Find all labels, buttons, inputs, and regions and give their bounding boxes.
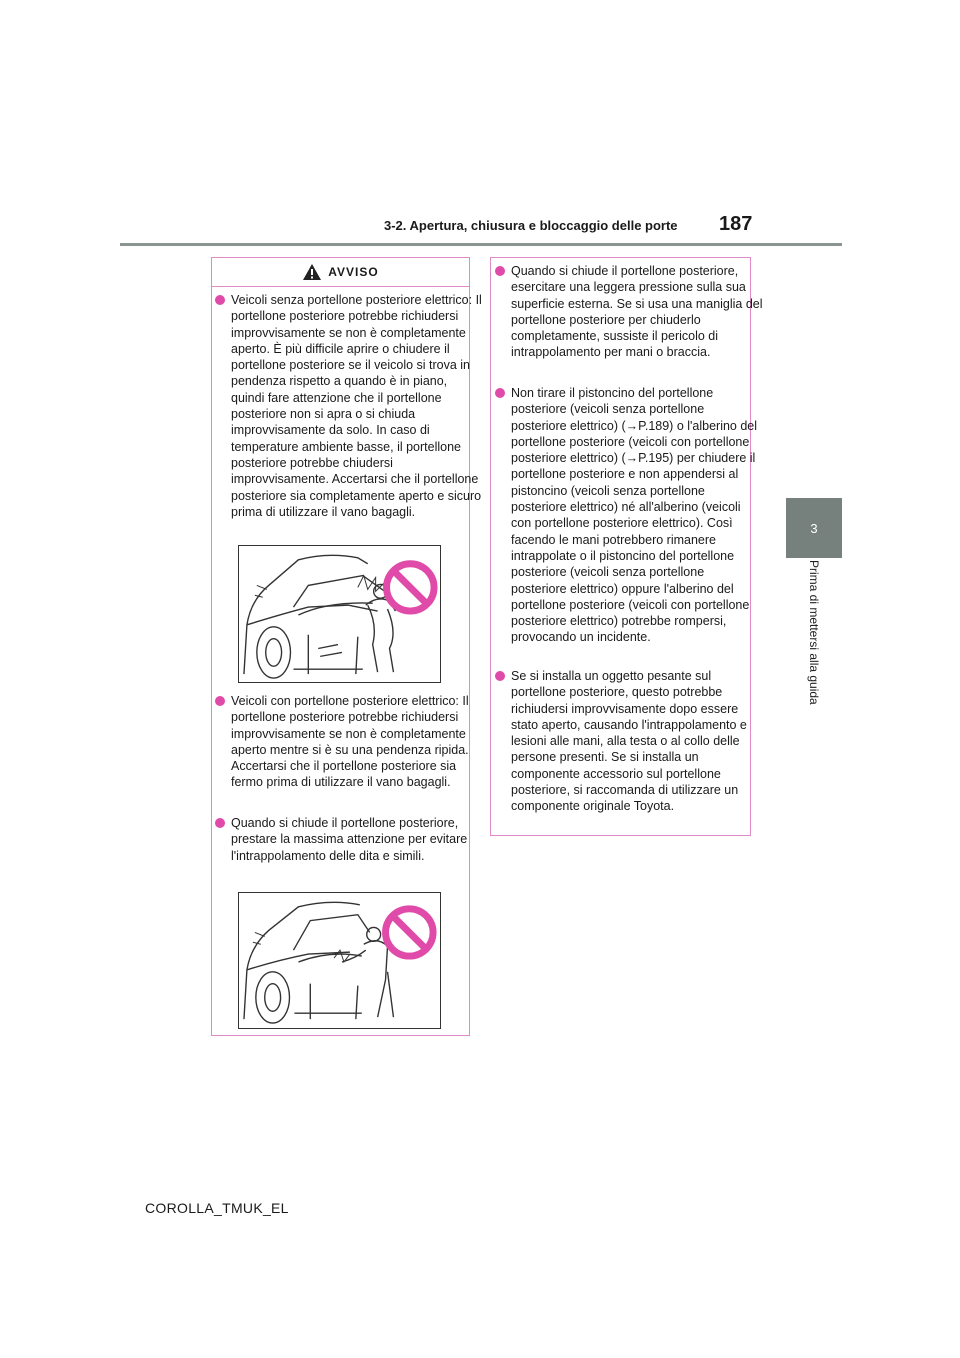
warning-triangle-icon bbox=[302, 263, 322, 281]
warning-item: Quando si chiude il portellone posteriore, esercitare una leggera pressione sulla sua superficie esterna. Se si usa una maniglia del portellone posteriore per chiuderlo completamente, sussiste il pericolo di intrappolamento per mani o braccia. bbox=[494, 263, 763, 361]
bullet-dot-icon bbox=[495, 266, 505, 276]
bullet-dot-icon bbox=[215, 818, 225, 828]
header-rule bbox=[120, 243, 842, 246]
bullet-dot-icon bbox=[495, 388, 505, 398]
chapter-label: Prima di mettersi alla guida bbox=[807, 560, 821, 705]
bullet-dot-icon bbox=[215, 295, 225, 305]
bullet-dot-icon bbox=[495, 671, 505, 681]
warning-item: Veicoli con portellone posteriore elettrico: Il portellone posteriore potrebbe richiudersi improvvisamente se non è completamente aperto mentre si è su una pendenza ripida. Accertarsi che il portellone posteriore sia fermo prima di utilizzare il vano bagagli. bbox=[214, 693, 483, 791]
chapter-number: 3 bbox=[810, 520, 818, 536]
page-header-title: 3-2. Apertura, chiusura e bloccaggio delle porte bbox=[384, 218, 678, 233]
warning-header bbox=[212, 258, 469, 287]
warning-item: Non tirare il pistoncino del portellone posteriore (veicoli senza portellone posteriore elettrico) (→P.189) o l'alberino del portellone posteriore (veicoli con portellone posteriore elettrico) (→P.195) per chiudere il portellone posteriore e non appendersi al pistoncino (veicoli senza portellone posteriore elettrico) né all'alberino (veicoli con portellone posteriore elettrico). Così facendo le mani potrebbero rimanere intrappolate o il pistoncino del portellone posteriore (veicoli senza portellone posteriore elettrico) oppure l'alberino del portellone posteriore (veicoli con portellone posteriore elettrico) potrebbe rompersi, provocando un incidente. bbox=[494, 385, 763, 646]
warning-title: AVVISO bbox=[328, 265, 379, 279]
warning-item: Se si installa un oggetto pesante sul portellone posteriore, questo potrebbe richiudersi improvvisamente dopo essere stato aperto, causando l'intrappolamento e lesioni alle mani, alla testa o al collo delle persone presenti. Se si installa un componente accessorio sul portellone posteriore, si raccomanda di utilizzare un componente originale Toyota. bbox=[494, 668, 763, 815]
illustration-liftgate-dropping bbox=[238, 545, 441, 683]
warning-item: Quando si chiude il portellone posteriore, prestare la massima attenzione per evitare l'intrappolamento delle dita e simili. bbox=[214, 815, 483, 864]
warning-item: Veicoli senza portellone posteriore elettrico: Il portellone posteriore potrebbe richiudersi improvvisamente se non è completamente aperto. È più difficile aprire o chiudere il portellone posteriore se il veicolo si trova in pendenza rispetto a quando è in piano, quindi fare attenzione che il portellone posteriore non si apra o si chiuda improvvisamente da solo. In caso di temperature ambiente basse, il portellone posteriore potrebbe chiudersi improvvisamente. Accertarsi che il portellone posteriore sia completamente aperto e sicuro prima di utilizzare il vano bagagli. bbox=[214, 292, 483, 520]
illustration-finger-trapped bbox=[238, 892, 441, 1029]
chapter-tab[interactable] bbox=[786, 498, 842, 558]
bullet-dot-icon bbox=[215, 696, 225, 706]
footer-document-code: COROLLA_TMUK_EL bbox=[145, 1200, 289, 1216]
page-number: 187 bbox=[719, 213, 753, 235]
